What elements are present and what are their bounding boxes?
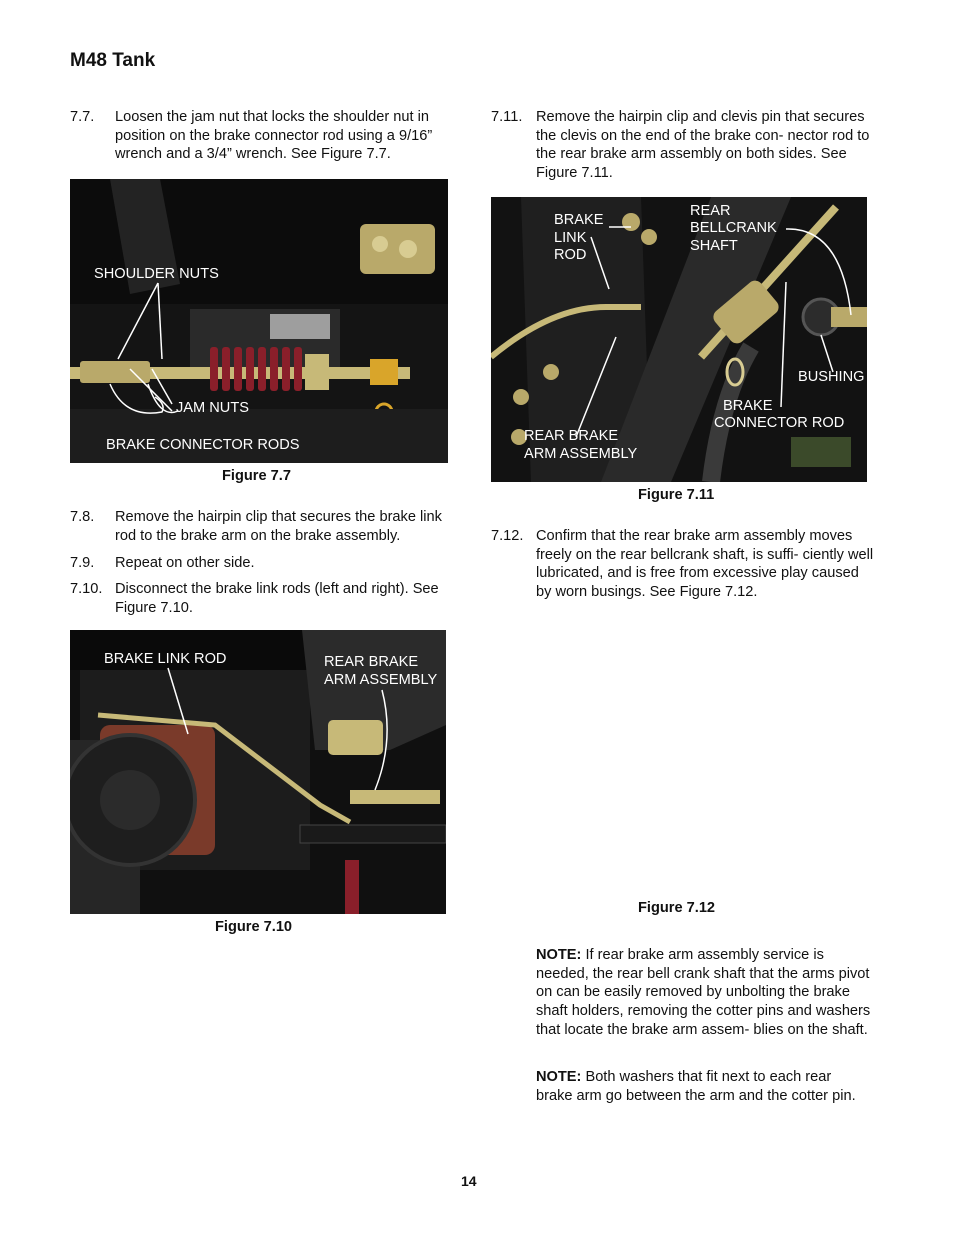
step-number: 7.11.: [491, 109, 523, 125]
label-rear-brake-line1: REAR BRAKE: [324, 654, 419, 670]
label-brake-connector-rods: BRAKE CONNECTOR RODS: [106, 437, 300, 453]
figure-7-10-photo: [70, 630, 446, 914]
note-washers: [536, 1068, 871, 1105]
note-text: If rear brake arm assembly service is needed, the rear bell crank shaft that the arms pivot on can be easily removed by unbolting the brake shaft holders, removing the cotter pins and washers that locate the brake arm assem- blies on the shaft.: [536, 947, 871, 1038]
label-rear-bellcrank-line1: REAR: [690, 203, 731, 219]
label-bushing: BUSHING: [798, 369, 865, 385]
label-jam-nuts: JAM NUTS: [176, 400, 249, 416]
note-brake-arm-service: [536, 946, 871, 1040]
step-number: 7.12.: [491, 528, 524, 544]
step-number: 7.8.: [70, 509, 95, 525]
step-text: Remove the hairpin clip and clevis pin that secures the clevis on the end of the brake con- nector rod to the rear brake arm assembly on both sides. See Figure 7.11.: [536, 109, 870, 182]
figure-7-11-caption: Figure 7.11: [638, 487, 715, 503]
page-number: 14: [461, 1173, 477, 1189]
step-text: Confirm that the rear brake arm assembly moves freely on the rear bellcrank shaft, is suffi- ciently well lubricated, and is free from excessive play caused by worn busings. See Figure 7.12.: [536, 528, 874, 601]
label-brake-connector-line2: CONNECTOR ROD: [714, 415, 845, 431]
figure-7-7-photo: [70, 179, 448, 463]
step-text: Disconnect the brake link rods (left and right). See Figure 7.10.: [115, 581, 439, 616]
label-brake-link-rod-line3: ROD: [554, 247, 587, 263]
figure-7-12-caption: Figure 7.12: [638, 900, 716, 916]
label-brake-link-rod-line1: BRAKE: [554, 212, 604, 228]
note-label: NOTE:: [536, 947, 582, 963]
figure-7-12-area: [491, 615, 867, 895]
figure-7-11-photo: [491, 197, 867, 482]
label-rear-brake-arm-line2: ARM ASSEMBLY: [524, 446, 638, 462]
note-text: Both washers that fit next to each rear brake arm go between the arm and the cotter pin.: [536, 1069, 856, 1104]
step-text: Remove the hairpin clip that secures the brake link rod to the brake arm on the brake assembly.: [115, 509, 442, 544]
label-brake-link-rod-line2: LINK: [554, 230, 587, 246]
page-title: M48 Tank: [70, 50, 156, 71]
step-number: 7.9.: [70, 555, 95, 571]
label-rear-bellcrank-line3: SHAFT: [690, 238, 738, 254]
step-text: Loosen the jam nut that locks the shoulder nut in position on the brake connector rod using a 9/16” wrench and a 3/4” wrench. See Figure 7.7.: [115, 109, 433, 163]
figure-7-10-caption: Figure 7.10: [215, 919, 293, 935]
note-label: NOTE:: [536, 1069, 582, 1085]
label-rear-brake-line2: ARM ASSEMBLY: [324, 672, 438, 688]
step-text: Repeat on other side.: [115, 555, 255, 571]
label-rear-brake-arm-line1: REAR BRAKE: [524, 428, 619, 444]
step-number: 7.10.: [70, 581, 103, 597]
label-brake-connector-line1: BRAKE: [723, 398, 773, 414]
step-number: 7.7.: [70, 109, 95, 125]
figure-7-7-illustration: [70, 179, 448, 463]
figure-7-7-caption: Figure 7.7: [222, 468, 291, 484]
label-shoulder-nuts: SHOULDER NUTS: [94, 266, 219, 282]
label-rear-bellcrank-line2: BELLCRANK: [690, 220, 777, 236]
label-brake-link-rod: BRAKE LINK ROD: [104, 651, 227, 667]
